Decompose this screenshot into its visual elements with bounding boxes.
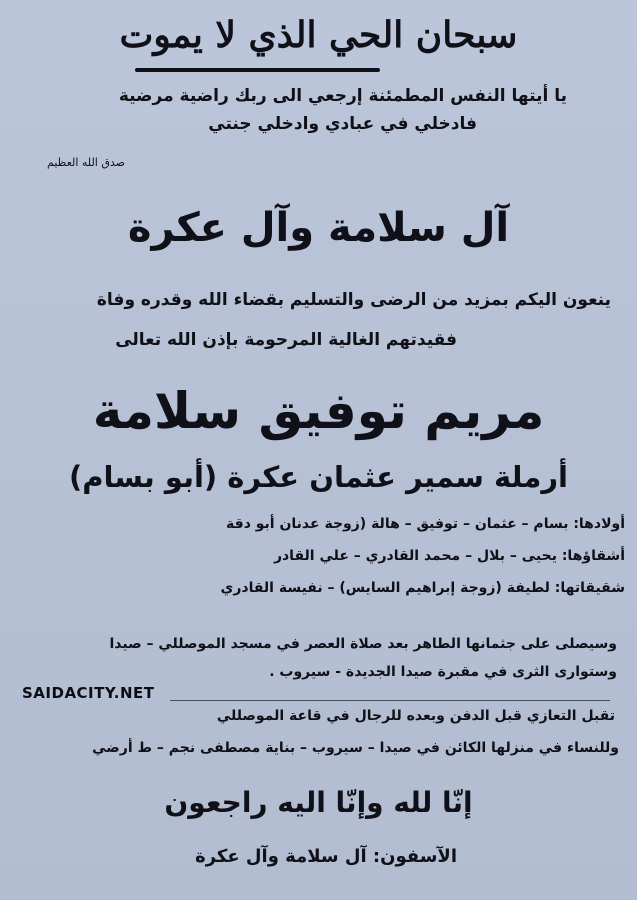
quran-verse-line-1: يا أيتها النفس المطمئنة إرجعي الى ربك راضية مرضية (118, 86, 567, 106)
relatives-children: أولادها: بسام – عثمان – توفيق – هالة (زوجة عدنان أبو دقة (226, 516, 625, 532)
section-divider (170, 700, 610, 701)
sadaq-allah-text: صدق الله العظيم (47, 156, 125, 169)
families-title: آل سلامة وآل عكرة (127, 205, 510, 251)
condolences-men-line: تقبل التعازي قبل الدفن وبعده للرجال في قاعة الموصللي (216, 708, 615, 724)
relatives-brothers: أشقاؤها: يحيى – بلال – محمد القادري – علي القادر (273, 548, 625, 564)
announcement-line-2: فقيدتهم الغالية المرحومة بإذن الله تعالى (115, 330, 457, 350)
site-watermark: SAIDACITY.NET (22, 684, 155, 702)
widow-line: أرملة سمير عثمان عكرة (أبو بسام) (69, 460, 568, 494)
header-calligraphy: سبحان الحي الذي لا يموت (119, 14, 518, 56)
condolences-women-line: وللنساء في منزلها الكائن في صيدا – سيروب – بناية مصطفى نجم – ط أرضي (92, 740, 619, 756)
deceased-name: مريم توفيق سلامة (92, 382, 545, 440)
closing-verse: إنّا لله وإنّا اليه راجعون (164, 786, 473, 819)
quran-verse-line-2: فادخلي في عبادي وادخلي جنتي (208, 114, 477, 134)
funeral-prayer-line: وسيصلى على جثمانها الطاهر بعد صلاة العصر في مسجد الموصللي – صيدا (109, 636, 617, 652)
calligraphy-underline (135, 68, 380, 72)
mourners-line: الآسفون: آل سلامة وآل عكرة (195, 846, 457, 867)
burial-line: وستوارى الثرى في مقبرة صيدا الجديدة - سيروب . (269, 664, 617, 680)
relatives-sisters: شقيقاتها: لطيفة (زوجة إبراهيم السايس) – نفيسة القادري (220, 580, 625, 596)
announcement-line-1: ينعون اليكم بمزيد من الرضى والتسليم بقضاء الله وقدره وفاة (96, 290, 611, 310)
